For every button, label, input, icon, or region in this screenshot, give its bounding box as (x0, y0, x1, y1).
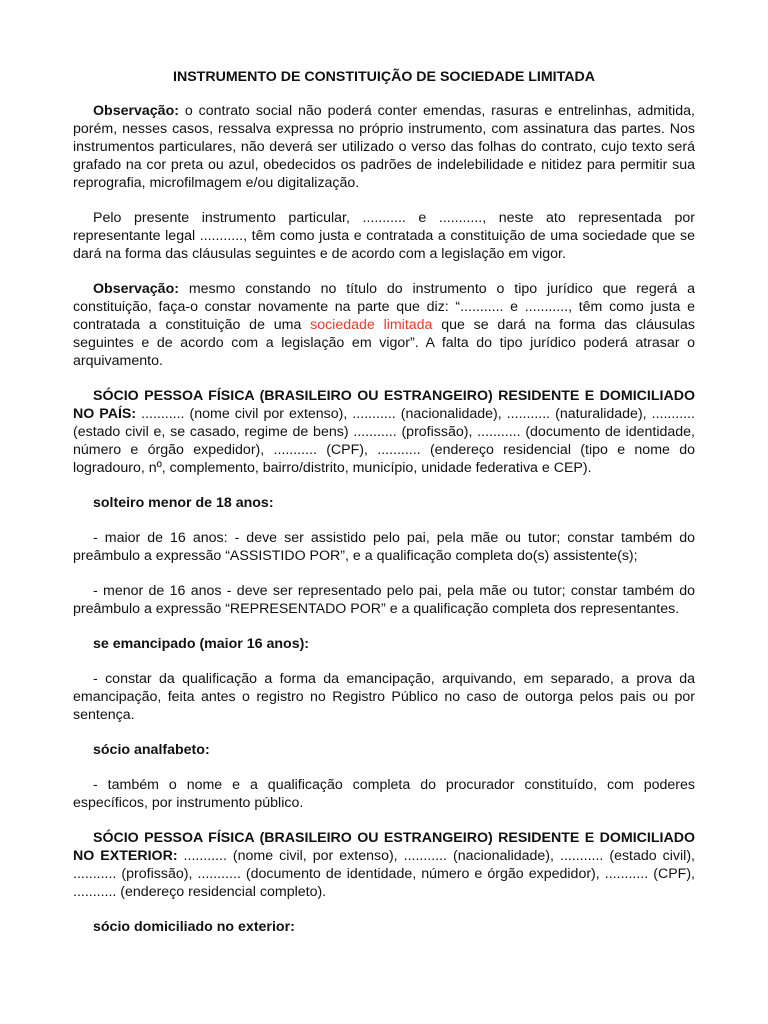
observacao-label: Observação: (93, 103, 179, 119)
highlight-sociedade-limitada: sociedade limitada (310, 317, 433, 333)
paragraph-text: ........... (nome civil, por extenso), ........... (nacionalidade), ........... (estado civil), ........... (profissão), ........... (documento de identidade, número e órgão expedidor), ........... (CPF), ........... (endereço residencial completo). (73, 848, 695, 900)
section-label: SÓCIO PESSOA FÍSICA (BRASILEIRO OU ESTRANGEIRO) RESIDENTE E DOMICILIADO NO PAÍS: (73, 388, 695, 422)
subheading-solteiro-menor: solteiro menor de 18 anos: (93, 495, 274, 511)
section-label: SÓCIO PESSOA FÍSICA (BRASILEIRO OU ESTRANGEIRO) RESIDENTE E DOMICILIADO NO EXTERIOR: (73, 830, 695, 864)
paragraph-text: - também o nome e a qualificação completa do procurador constituído, com poderes específicos, por instrumento público. (73, 777, 695, 811)
paragraph-menor-16 (73, 582, 695, 618)
subheading-emancipado: se emancipado (maior 16 anos): (93, 636, 310, 652)
subheading-socio-analfabeto: sócio analfabeto: (93, 742, 210, 758)
observacao-label: Observação: (93, 281, 179, 297)
paragraph-text: - constar da qualificação a forma da emancipação, arquivando, em separado, a prova da emancipação, feita antes o registro no Registro Público no caso de outorga pelos pais ou por sentença. (73, 671, 695, 723)
subheading-socio-domiciliado-exterior: sócio domiciliado no exterior: (93, 919, 295, 935)
paragraph-socio-residente-pais (73, 387, 695, 477)
paragraph-socio-residente-exterior (73, 829, 695, 901)
paragraph-observacao-2 (73, 280, 695, 370)
document-title: INSTRUMENTO DE CONSTITUIÇÃO DE SOCIEDADE LIMITADA (173, 69, 595, 85)
paragraph-procurador (73, 776, 695, 812)
paragraph-preambulo (73, 209, 695, 263)
paragraph-text: - menor de 16 anos - deve ser representado pelo pai, pela mãe ou tutor; constar também do preâmbulo a expressão “REPRESENTADO POR” e a qualificação completa dos representantes. (73, 583, 695, 617)
paragraph-text: o contrato social não poderá conter emendas, rasuras e entrelinhas, admitida, porém, nesses casos, ressalva expressa no próprio instrumento, com assinatura das partes. Nos instrumentos particulares, não deverá ser utilizado o verso das folhas do contrato, cujo texto será grafado na cor preta ou azul, obedecidos os padrões de indelebilidade e nitidez para permitir sua reprografia, microfilmagem e/ou digitalização. (73, 103, 695, 191)
paragraph-maior-16 (73, 529, 695, 565)
paragraph-observacao-1 (73, 102, 695, 192)
paragraph-text: - maior de 16 anos: - deve ser assistido pelo pai, pela mãe ou tutor; constar também do preâmbulo a expressão “ASSISTIDO POR”, e a qualificação completa do(s) assistente(s); (73, 530, 695, 564)
paragraph-text: Pelo presente instrumento particular, ........... e ..........., neste ato representada por representante legal ..........., têm como justa e contratada a constituição de uma sociedade que se dará na forma das cláusulas seguintes e de acordo com a legislação em vigor. (73, 210, 695, 262)
paragraph-text: mesmo constando no título do instrumento o tipo jurídico que regerá a constituição, faça-o constar novamente na parte que diz: “........... e ..........., têm como justa e contratada a constituição de uma (73, 281, 695, 333)
paragraph-text: ........... (nome civil por extenso), ........... (nacionalidade), ........... (naturalidade), ........... (estado civil e, se casado, regime de bens) ........... (profissão), ........... (documento de identidade, número e órgão expedidor), ........... (CPF), ........... (endereço residencial (tipo e nome do logradouro, nº, complemento, bairro/distrito, município, unidade federativa e CEP). (73, 406, 696, 476)
paragraph-text: que se dará na forma das cláusulas seguintes e de acordo com a legislação em vigor”. A falta do tipo jurídico poderá atrasar o arquivamento. (73, 317, 695, 369)
document-page (73, 68, 695, 953)
paragraph-emancipacao (73, 670, 695, 724)
